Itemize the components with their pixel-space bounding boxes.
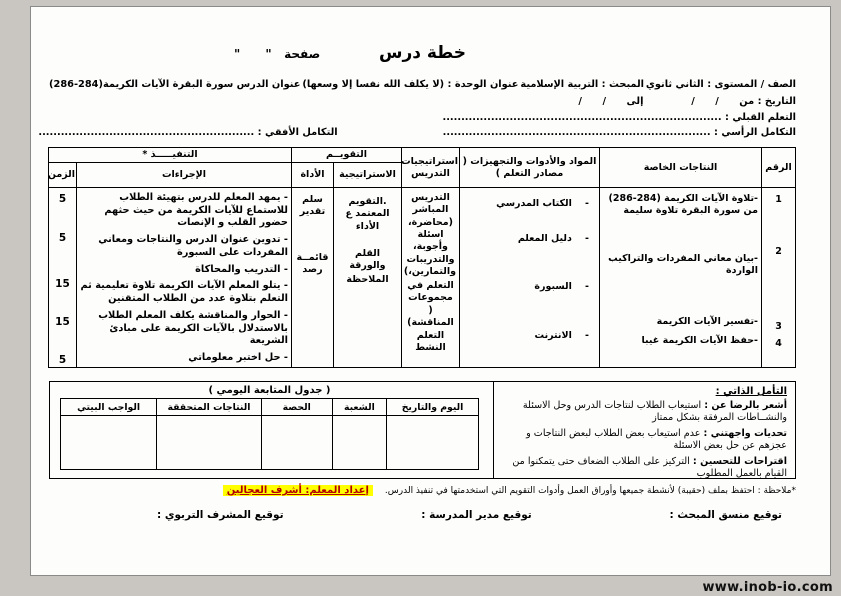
- fu-col-achieved-outcomes: النتاجات المتحققة: [157, 399, 262, 416]
- teaching-strategy-3: التعلم النشط: [413, 330, 446, 354]
- field-class-level: الصف / المستوى : الثاني ثانوي: [645, 79, 796, 90]
- col-header-procedures: الإجراءات: [76, 163, 291, 188]
- reflection-suggestions: [498, 456, 787, 481]
- time-item-1: 5: [58, 193, 67, 205]
- field-date: التاريخ : من / / إلى / /: [578, 96, 796, 107]
- field-subject: المبحث : التربية الإسلامية: [520, 79, 645, 90]
- material-item-4: - الانترنت: [534, 330, 589, 341]
- fu-col-homework: الواجب البيتي: [61, 399, 157, 416]
- fu-col-section: الشعبة: [332, 399, 386, 416]
- evaluation-tool-2: قائمــة رصد: [293, 252, 329, 276]
- materials-cell: [460, 188, 600, 368]
- outcome-item-3: -تفسير الآيات الكريمة: [656, 316, 758, 327]
- teaching-strategy-2: التعلم في مجموعات ( المناقشة): [403, 280, 454, 329]
- followup-empty-row: [61, 416, 479, 470]
- header-row-1: [49, 79, 796, 90]
- col-header-evaluation-tool: الأداة: [291, 163, 333, 188]
- daily-followup-table: [60, 398, 479, 470]
- field-vertical-integration: التكامل الرأسي : ........................................................................: [442, 127, 796, 138]
- followup-empty-cell: [261, 416, 332, 470]
- daily-followup-title: ( جدول المتابعة اليومي ): [208, 385, 331, 396]
- row-number-2: 2: [775, 246, 782, 257]
- outcome-item-1: -تلاوة الآيات الكريمة (284-286) من سورة البقرة تلاوة سليمة: [605, 193, 758, 217]
- col-header-materials: المواد والأدوات والتجهيزات ( مصادر التعلم ): [460, 148, 600, 188]
- col-header-implementation: التنفيـــــذ *: [48, 148, 291, 163]
- signature-school-principal: توقيع مدير المدرسة :: [421, 509, 532, 521]
- header-row-integration: [38, 127, 796, 138]
- self-reflection-section: [493, 382, 795, 478]
- time-item-2: 5: [58, 232, 67, 244]
- reflection-suggestions-text: التركيز على الطلاب الضعاف حتى يتمكنوا من القيام بالعمل المطلوب: [512, 455, 787, 480]
- col-header-time: الزمن: [48, 163, 76, 188]
- numbers-cell: [762, 188, 796, 368]
- outcomes-cell: [600, 188, 762, 368]
- reflection-satisfaction-text: استيعاب الطلاب لنتاجات الدرس وحل الاسئلة والنشــاطات المرفقة بشكل ممتاز: [522, 400, 787, 424]
- note: *ملاحظة : احتفظ بملف (حقيبة) لأنشطة جميعها وأوراق العمل وأدوات التقويم التي استخدمتها في تنفيذ الدرس.: [384, 485, 796, 496]
- reflection-challenges-label: تحديات واجهتني :: [703, 427, 787, 439]
- col-header-evaluation: التقويــم: [291, 148, 401, 163]
- material-item-1: - الكتاب المدرسي: [496, 198, 589, 209]
- table-body-row: [48, 188, 795, 368]
- col-header-evaluation-strategy: الاستراتيجية: [334, 163, 402, 188]
- followup-empty-cell: [332, 416, 386, 470]
- field-prior-learning: التعلم القبلي : ...........................................................................: [442, 112, 796, 123]
- procedure-item-4: - يتلو المعلم الآيات الكريمة تلاوة تعليمية ثم التعلم بتلاوة عدد من الطلاب المتقنين: [77, 280, 288, 304]
- outcome-item-2: -بيان معاني المفردات والتراكيب الواردة: [604, 253, 758, 277]
- reflection-challenges-text: عدم استيعاب بعض الطلاب لبعض النتاجات و عجزهم عن حل بعض الاسئلة: [526, 427, 787, 452]
- procedure-item-2: - تدوين عنوان الدرس والنتاجات ومعاني المفردات على السبورة: [94, 234, 288, 258]
- title-row: [49, 43, 796, 67]
- procedure-item-3: - التدريب والمحاكاة: [195, 264, 288, 275]
- procedures-cell: [76, 188, 291, 368]
- lesson-plan-table: [48, 147, 796, 368]
- outcome-item-4: -حفظ الآيات الكريمة غيبا: [641, 335, 758, 346]
- evaluation-strategy-1: .التقويم المعتمد ع الأداء: [342, 196, 390, 232]
- col-header-number: الرقم: [762, 148, 796, 188]
- prepared-by-badge: إعداد المعلم: أشرف العجالين: [223, 485, 373, 496]
- reflection-satisfaction: [498, 400, 787, 425]
- procedure-item-5: - الحوار والمناقشة يكلف المعلم الطلاب بالاستدلال بالآيات الكريمة على مبادئ الشريعة: [94, 310, 288, 347]
- evaluation-tool-1: سلم تقدير: [298, 194, 326, 218]
- col-header-outcomes: النتاجات الخاصة: [600, 148, 762, 188]
- evaluation-strategies-cell: [334, 188, 402, 368]
- row-number-4: 4: [775, 338, 782, 349]
- reflection-suggestions-label: اقتراحات للتحسين :: [692, 455, 787, 467]
- signature-subject-coordinator: توقيع منسق المبحث :: [669, 509, 782, 521]
- evaluation-strategy-3: الملاحظة: [346, 274, 389, 285]
- signature-educational-supervisor: توقيع المشرف التربوي :: [157, 509, 284, 521]
- reflection-challenges: [498, 428, 787, 453]
- daily-followup-section: [50, 382, 493, 478]
- procedure-item-6: - حل اختبر معلوماتي: [188, 352, 288, 363]
- signatures-row: [49, 509, 796, 521]
- evaluation-tools-cell: [291, 188, 333, 368]
- page-number-label: صفحة " ": [234, 47, 321, 61]
- note-row: [49, 485, 796, 496]
- time-item-3: 15: [55, 278, 70, 290]
- self-reflection-title: التأمل الذاتي :: [715, 386, 787, 397]
- time-item-5: 5: [58, 354, 67, 366]
- teaching-strategies-cell: [402, 188, 460, 368]
- material-item-2: - دليل المعلم: [517, 233, 589, 244]
- time-cell: [48, 188, 76, 368]
- evaluation-strategy-2: القلم والورقة: [349, 248, 386, 272]
- header-row-date: [49, 96, 796, 107]
- field-lesson-title: عنوان الدرس سورة البقرة الآيات الكريمة(284-286): [49, 79, 301, 90]
- col-header-teaching-strategies: استراتيجيات التدريس: [402, 148, 460, 188]
- row-number-3: 3: [775, 321, 782, 332]
- fu-col-day-date: اليوم والتاريخ: [387, 399, 479, 416]
- row-number-1: 1: [775, 194, 782, 205]
- field-unit-title: عنوان الوحدة : (لا يكلف الله نفسا إلا وسعها): [302, 79, 519, 90]
- document-title: خطة درس: [378, 43, 466, 63]
- material-item-3: - السبورة: [534, 281, 589, 292]
- lesson-plan-page: [30, 6, 831, 576]
- followup-empty-cell: [157, 416, 262, 470]
- teaching-strategy-1: التدريس المباشر (محاضرة، اسئلة وأجوبة، والتدريبات والتمارين،): [403, 192, 456, 278]
- time-item-4: 15: [55, 316, 70, 328]
- field-horizontal-integration: التكامل الأفقي : ..........................................................: [38, 127, 338, 138]
- procedure-item-1: - يمهد المعلم للدرس بتهيئة الطلاب للاستماع للآيات الكريمة من حيث حثهم حضور القلب و الإنصات: [100, 192, 288, 229]
- header-row-prior-learning: [49, 112, 796, 123]
- watermark: www.inob-io.com: [702, 580, 833, 595]
- followup-empty-cell: [61, 416, 157, 470]
- reflection-satisfaction-label: أشعر بالرضا عن :: [704, 400, 787, 411]
- bottom-section: [49, 381, 796, 479]
- followup-empty-cell: [387, 416, 479, 470]
- fu-col-period: الحصة: [261, 399, 332, 416]
